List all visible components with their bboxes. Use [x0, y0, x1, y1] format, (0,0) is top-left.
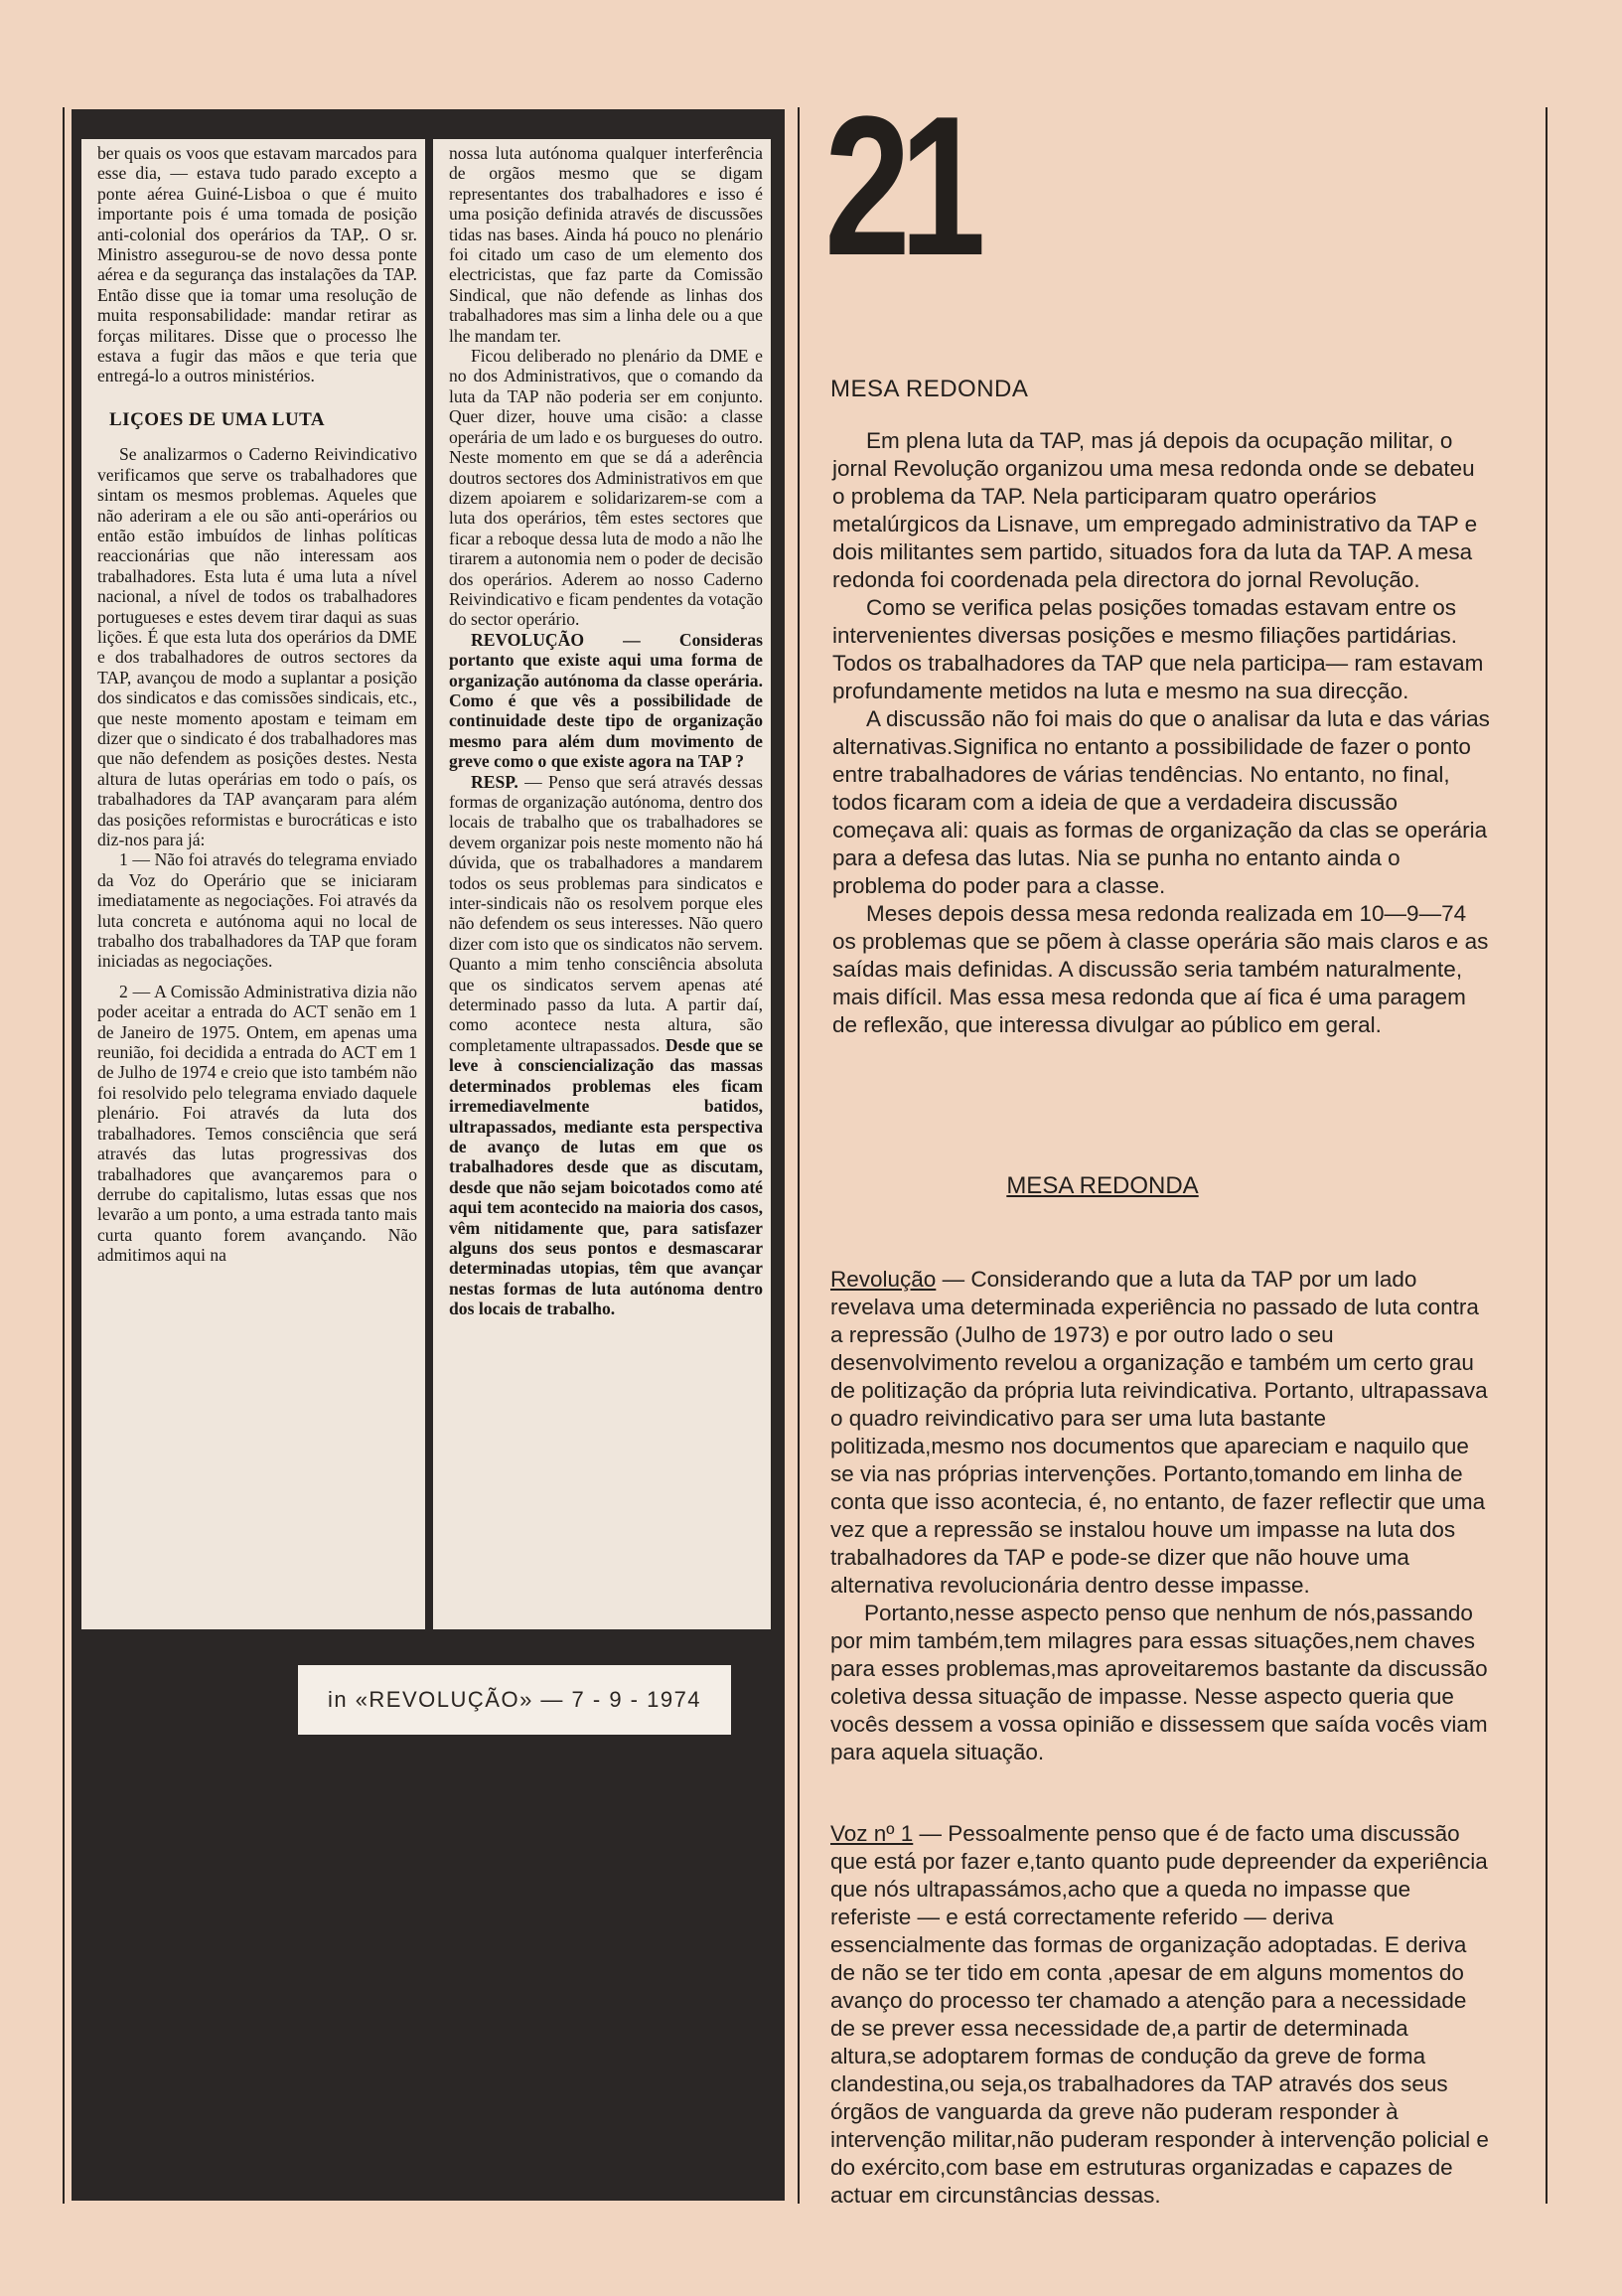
intro-paragraph: Meses depois dessa mesa redonda realizada em 10—9—74 os problemas que se põem à classe operária são mais claros e as saídas mais definidas. A discussão seria também naturalmente, mais difícil. Mas essa mesa redonda que aí fica é uma paragem de reflexão, que interessa divulgar ao público em geral. — [832, 901, 1489, 1037]
speaker-text: — Pessoalmente penso que é de facto uma discussão que está por fazer e,tanto quanto pude depreender da experiência que nós ultrapassámos,acho que a queda no impasse que referiste — e está correctamente referido — deriva essencialmente das formas de organização adoptadas. E deriva de não se ter tido em conta ,apesar de em alguns momentos do avanço do processo ter chamado a atenção para a necessidade de se prever essa necessidade de,a partir de determinada altura,se adoptarem formas de condução da greve de forma clandestina,ou seja,os trabalhadores da TAP através dos seus órgãos de vanguarda da greve não puderam responder à intervenção militar,não puderam responder à intervenção policial e do exército,com base em estruturas organizadas e capazes de actuar em circunstâncias dessas. — [830, 1821, 1489, 2208]
speaker-label: Voz nº 1 — [830, 1821, 914, 1846]
clipping-middle-paragraph: nossa luta autónoma qualquer interferência de orgãos mesmo que se digam representantes dos trabalhadores e isso é uma posição definida através de discussões tidas nas bases. Ainda há pouco no plenário foi citado um caso de um elemento dos electricistas, que faz parte da Comissão Sindical, que não defende as linhas dos trabalhadores mas sim a linha dele ou a que lhe mandam ter. — [449, 143, 763, 346]
dialogue-revolucao — [830, 1266, 1490, 1766]
clipping-middle-paragraph: Ficou deliberado no plenário da DME e no dos Administrativos, que o comando da luta da TAP não poderia ser em conjunto. Quer dizer, houve uma cisão: a classe operária de um lado e os burgueses do outro. Neste momento em que se dá a aderência doutros sectores dos Administrativos em que dizem apoiarem e solidarizarem-se com a luta dos operários, têm estes sectores que ficar a reboque dessa luta de modo a não lhe tirarem a autonomia nem o poder de decisão dos operários. Aderem ao nosso Caderno Reivindicativo e ficam pendentes da votação do sector operário. — [449, 346, 763, 630]
clipping-left-paragraph: 2 — A Comissão Administrativa dizia não poder aceitar a entrada do ACT senão em 1 de Janeiro de 1975. Ontem, em apenas uma reunião, foi decidida a entrada do ACT em 1 de Julho de 1974 e creio que isto também não foi resolvido pelo telegrama enviado daquele plenário. Foi através da luta dos trabalhadores. Temos consciência que será através das lutas progressivas dos trabalhadores que avançaremos para o derrube do capitalismo, lutas essas que nos levarão a um ponto, a uma estrada tanto mais curta quanto forem avançando. Não admitimos aqui na — [97, 981, 417, 1266]
intro-paragraph: Em plena luta da TAP, mas já depois da ocupação militar, o jornal Revolução organizou uma mesa redonda onde se debateu o problema da TAP. Nela participaram quatro operários metalúrgicos da Lisnave, um empregado administrativo da TAP e dois militantes sem partido, situados fora da luta da TAP. A mesa redonda foi coordenada pela directora do jornal Revolução. — [832, 428, 1478, 592]
speaker-text: — Considerando que a luta da TAP por um lado revelava uma determinada experiência no passado de luta contra a repressão (Julho de 1973) e por outro lado o seu desenvolvimento revelou a organização e também um certo grau de politização da própria luta reivindicativa. Portanto, ultrapassava o quadro reivindicativo para ser uma luta bastante politizada,mesmo nos documentos que apareciam e naquilo que se via nas próprias intervenções. Portanto,tomando em linha de conta que isso acontecia, é, no entanto, de fazer reflectir que uma vez que a repressão se instalou houve um impasse na luta dos trabalhadores da TAP e pode-se dizer que não houve uma alternativa revolucionária dentro desse impasse. — [830, 1267, 1488, 1598]
center-heading: MESA REDONDA — [1006, 1172, 1199, 1199]
dialogue-paragraph — [830, 1820, 1490, 2210]
speaker-label: Revolução — [830, 1267, 937, 1292]
answer-label: RESP. — [471, 771, 518, 792]
right-margin-rule — [1546, 107, 1548, 2204]
intro-paragraph: Como se verifica pelas posições tomadas estavam entre os intervenientes diversas posições e mesmo filiações partidárias. Todos os trabalhadores da TAP que nela participa— ram estavam profundamente metidos na luta e mesmo na sua direcção. — [832, 595, 1484, 703]
clipping-caption: in «REVOLUÇÃO» — 7 - 9 - 1974 — [298, 1665, 731, 1735]
clipping-answer — [449, 772, 763, 1319]
left-margin-rule — [63, 107, 65, 2204]
dialogue-paragraph: Portanto,nesse aspecto penso que nenhum de nós,passando por mim também,tem milagres para essas situações,nem chaves para esses problemas,mas aproveitaremos bastante da discussão coletiva dessa situação de impasse. Nesse aspecto queria que vocês dessem a vossa opinião e dissessem que saída vocês viam para aquela situação. — [830, 1601, 1488, 1764]
page-number: 21 — [824, 76, 975, 297]
clipping-left-column — [81, 139, 425, 1629]
answer-text-bold: Desde que se leve à consciencialização das massas determinados problemas eles ficam irremediavelmente batidos, ultrapassados, mediante esta perspectiva de avanço de lutas em que os trabalhadores desde que as discutam, desde que não sejam boicotados como até aqui tem acontecido na maioria dos casos, vêm nitidamente que, para satisfazer alguns dos seus pontos e desmascarar determinadas utopias, têm que avançar nestas formas de luta autónoma dentro dos locais de trabalho. — [449, 1034, 763, 1319]
intro-section — [830, 376, 1486, 403]
clipping-left-paragraph: Se analizarmos o Caderno Reivindicativo verificamos que serve os trabalhadores que sintam os mesmos problemas. Aqueles que não aderiram a ele ou são anti-operários ou então estão imbuídos de linhas políticas reaccionárias que não interessam aos trabalhadores. Esta luta é uma luta a nível nacional, a nível de todos os trabalhadores portugueses e estes devem tirar daqui as suas lições. É que esta luta dos operários da DME e dos trabalhadores de outros sectores da TAP, avançou de modo a suplantar a posição dos sindicatos e das comissões sindicais, etc., que neste momento apostam e teimam em dizer que o sindicato é dos trabalhadores mas que não defendem as posições destes. Nesta altura de lutas operárias em todo o país, os trabalhadores da TAP avançaram para além das posições reformistas e burocráticas e isto diz-nos para já: — [97, 444, 417, 849]
clipping-subheading: LIÇOES DE UMA LUTA — [109, 408, 326, 430]
intro-body — [832, 427, 1492, 1039]
clipping-question: REVOLUÇÃO — Consideras portanto que existe aqui uma forma de organização autónoma da classe operária. Como é que vês a possibilidade de continuidade deste tipo de organização mesmo para além dum movimento de greve como o que existe agora na TAP ? — [449, 629, 763, 772]
dialogue-voz-1 — [830, 1820, 1490, 2210]
center-rule — [798, 107, 800, 2204]
intro-heading: MESA REDONDA — [830, 376, 1029, 402]
clipping-middle-column — [433, 139, 771, 1629]
dialogue-paragraph — [830, 1266, 1490, 1600]
answer-text: — Penso que será através dessas formas de organização autónoma, dentro dos locais de trabalho que os trabalhadores se devem organizar pois neste momento não há dúvida, que os trabalhadores a mandarem todos os seus problemas para sindicatos e inter-sindicais não os resolvem porque eles não defendem os seus interesses. Não quero dizer com isto que os sindicatos não servem. Quanto a mim tenho consciência absoluta que os sindicatos servem apenas até determinado passo da luta. A partir daí, como acontece nesta altura, são completamente ultrapassados. — [449, 771, 763, 1055]
clipping-left-paragraph: ber quais os voos que estavam marcados para esse dia, — estava tudo parado excepto a ponte aérea Guiné-Lisboa o que é muito importante pois é uma tomada de posição anti-colonial dos operários da TAP,. O sr. Ministro assegurou-se de novo dessa ponte aérea e da segurança das instalações da TAP. Então disse que ia tomar uma resolução de muita responsabilidade: mandar retirar as forças militares. Disse que o processo lhe estava a fugir das mãos e que teria que entregá-lo a outros ministérios. — [97, 143, 417, 386]
intro-paragraph: A discussão não foi mais do que o analisar da luta e das várias alternativas.Significa no entanto a possibilidade de fazer o ponto entre trabalhadores de várias tendências. No entanto, no final, todos ficaram com a ideia de que a verdadeira discussão começava ali: quais as formas de organização da clas se operária para a defesa das lutas. Nia se punha no entanto ainda o problema do poder para a classe. — [832, 706, 1490, 898]
clipping-left-paragraph: 1 — Não foi através do telegrama enviado da Voz do Operário que se iniciaram imediatamente as negociações. Foi através da luta concreta e autónoma aqui no local de trabalho dos trabalhadores da TAP que foram iniciadas as negociações. — [97, 849, 417, 972]
